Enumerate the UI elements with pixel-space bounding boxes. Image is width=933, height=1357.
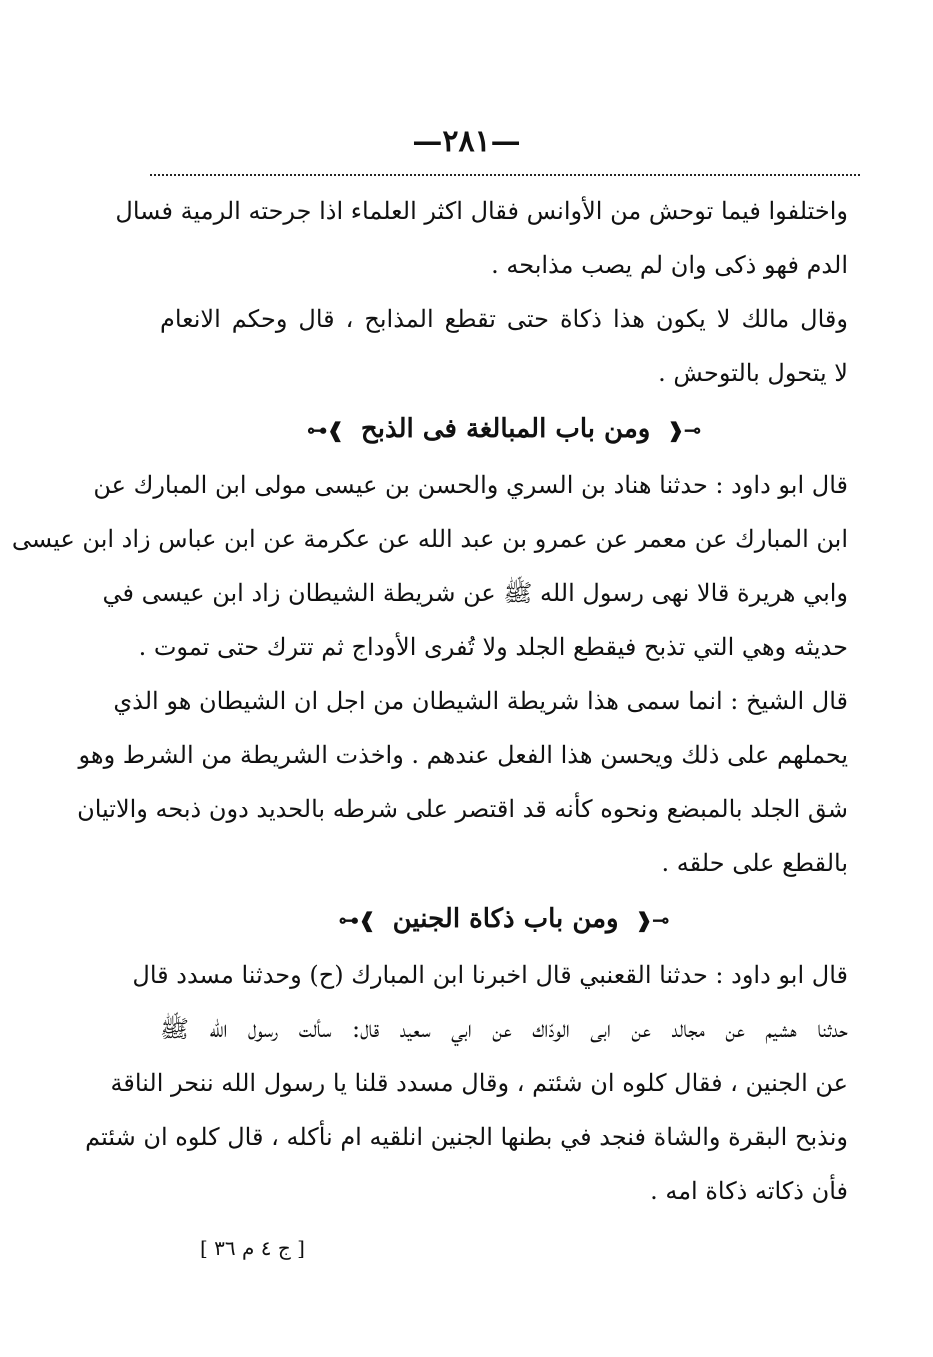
paragraph <box>85 948 848 1218</box>
footer-signature: [ ج ٤ م ٣٦ ] <box>200 1236 305 1260</box>
text-line: فأن ذكاته ذكاة امه . <box>650 1177 848 1205</box>
text-line: الدم فهو ذكى وان لم يصب مذابحه . <box>491 251 848 279</box>
ornament-icon: ⊸❰ <box>635 908 670 932</box>
text-line: قال الشيخ : انما سمى هذا شريطة الشيطان من اجل ان الشيطان هو الذي <box>113 687 848 715</box>
text-line: واختلفوا فيما توحش من الأوانس فقال اكثر العلماء اذا جرحته الرمية فسال <box>115 197 848 225</box>
paragraph <box>160 292 848 400</box>
section-heading <box>160 400 848 458</box>
ornament-icon: ⊸❰ <box>667 418 701 442</box>
paragraph <box>11 458 848 674</box>
text-line: قال ابو داود : حدثنا القعنبي قال اخبرنا ابن المبارك (ح) وحدثنا مسدد قال <box>132 961 848 989</box>
text-line: بالقطع على حلقه . <box>661 849 848 877</box>
ornament-icon: ❱⊷ <box>307 418 344 442</box>
page-number: —٢٨١— <box>412 124 521 159</box>
text-line: عن الجنين ، فقال كلوه ان شئتم ، وقال مسدد قلنا يا رسول الله ننحر الناقة <box>110 1069 848 1097</box>
ornament-icon: ❱⊷ <box>338 908 376 932</box>
section-heading-text: ومن باب ذكاة الجنين <box>392 904 619 934</box>
text-line: حديثه وهي التي تذبح فيقطع الجلد ولا تُفرى الأوداج ثم تترك حتى تموت . <box>138 633 848 661</box>
text-line: ابن المبارك عن معمر عن عمرو بن عبد الله عن عكرمة عن ابن عباس زاد ابن عيسى <box>11 525 848 553</box>
section-heading-text: ومن باب المبالغة فى الذبح <box>360 414 651 444</box>
text-line: ونذبح البقرة والشاة فنجد في بطنها الجنين انلقيه ام نأكله ، قال كلوه ان شئتم <box>85 1123 848 1151</box>
section-heading <box>160 890 848 948</box>
page-body <box>11 184 848 1218</box>
header-dotted-rule <box>150 174 860 176</box>
paragraph <box>77 674 848 890</box>
text-line: لا يتحول بالتوحش . <box>658 359 848 387</box>
text-line: وقال مالك لا يكون هذا ذكاة حتى تقطع المذابح ، قال وحكم الانعام <box>160 305 848 333</box>
text-line: يحملهم على ذلك ويحسن هذا الفعل عندهم . واخذت الشريطة من الشرط وهو <box>78 741 848 769</box>
text-line: وابي هريرة قالا نهى رسول الله ﷺ عن شريطة الشيطان زاد ابن عيسى في <box>102 579 848 607</box>
text-line: حدثنا هشيم عن مجالد عن ابى الودّاك عن ابي سعيد قال: سألت رسول الله ﷺ <box>160 1015 848 1043</box>
paragraph <box>115 184 848 292</box>
text-line: شق الجلد بالمبضع ونحوه كأنه قد اقتصر على شرطه بالحديد دون ذبحه والاتيان <box>77 795 848 823</box>
text-line: قال ابو داود : حدثنا هناد بن السري والحسن بن عيسى مولى ابن المبارك عن <box>93 471 848 499</box>
